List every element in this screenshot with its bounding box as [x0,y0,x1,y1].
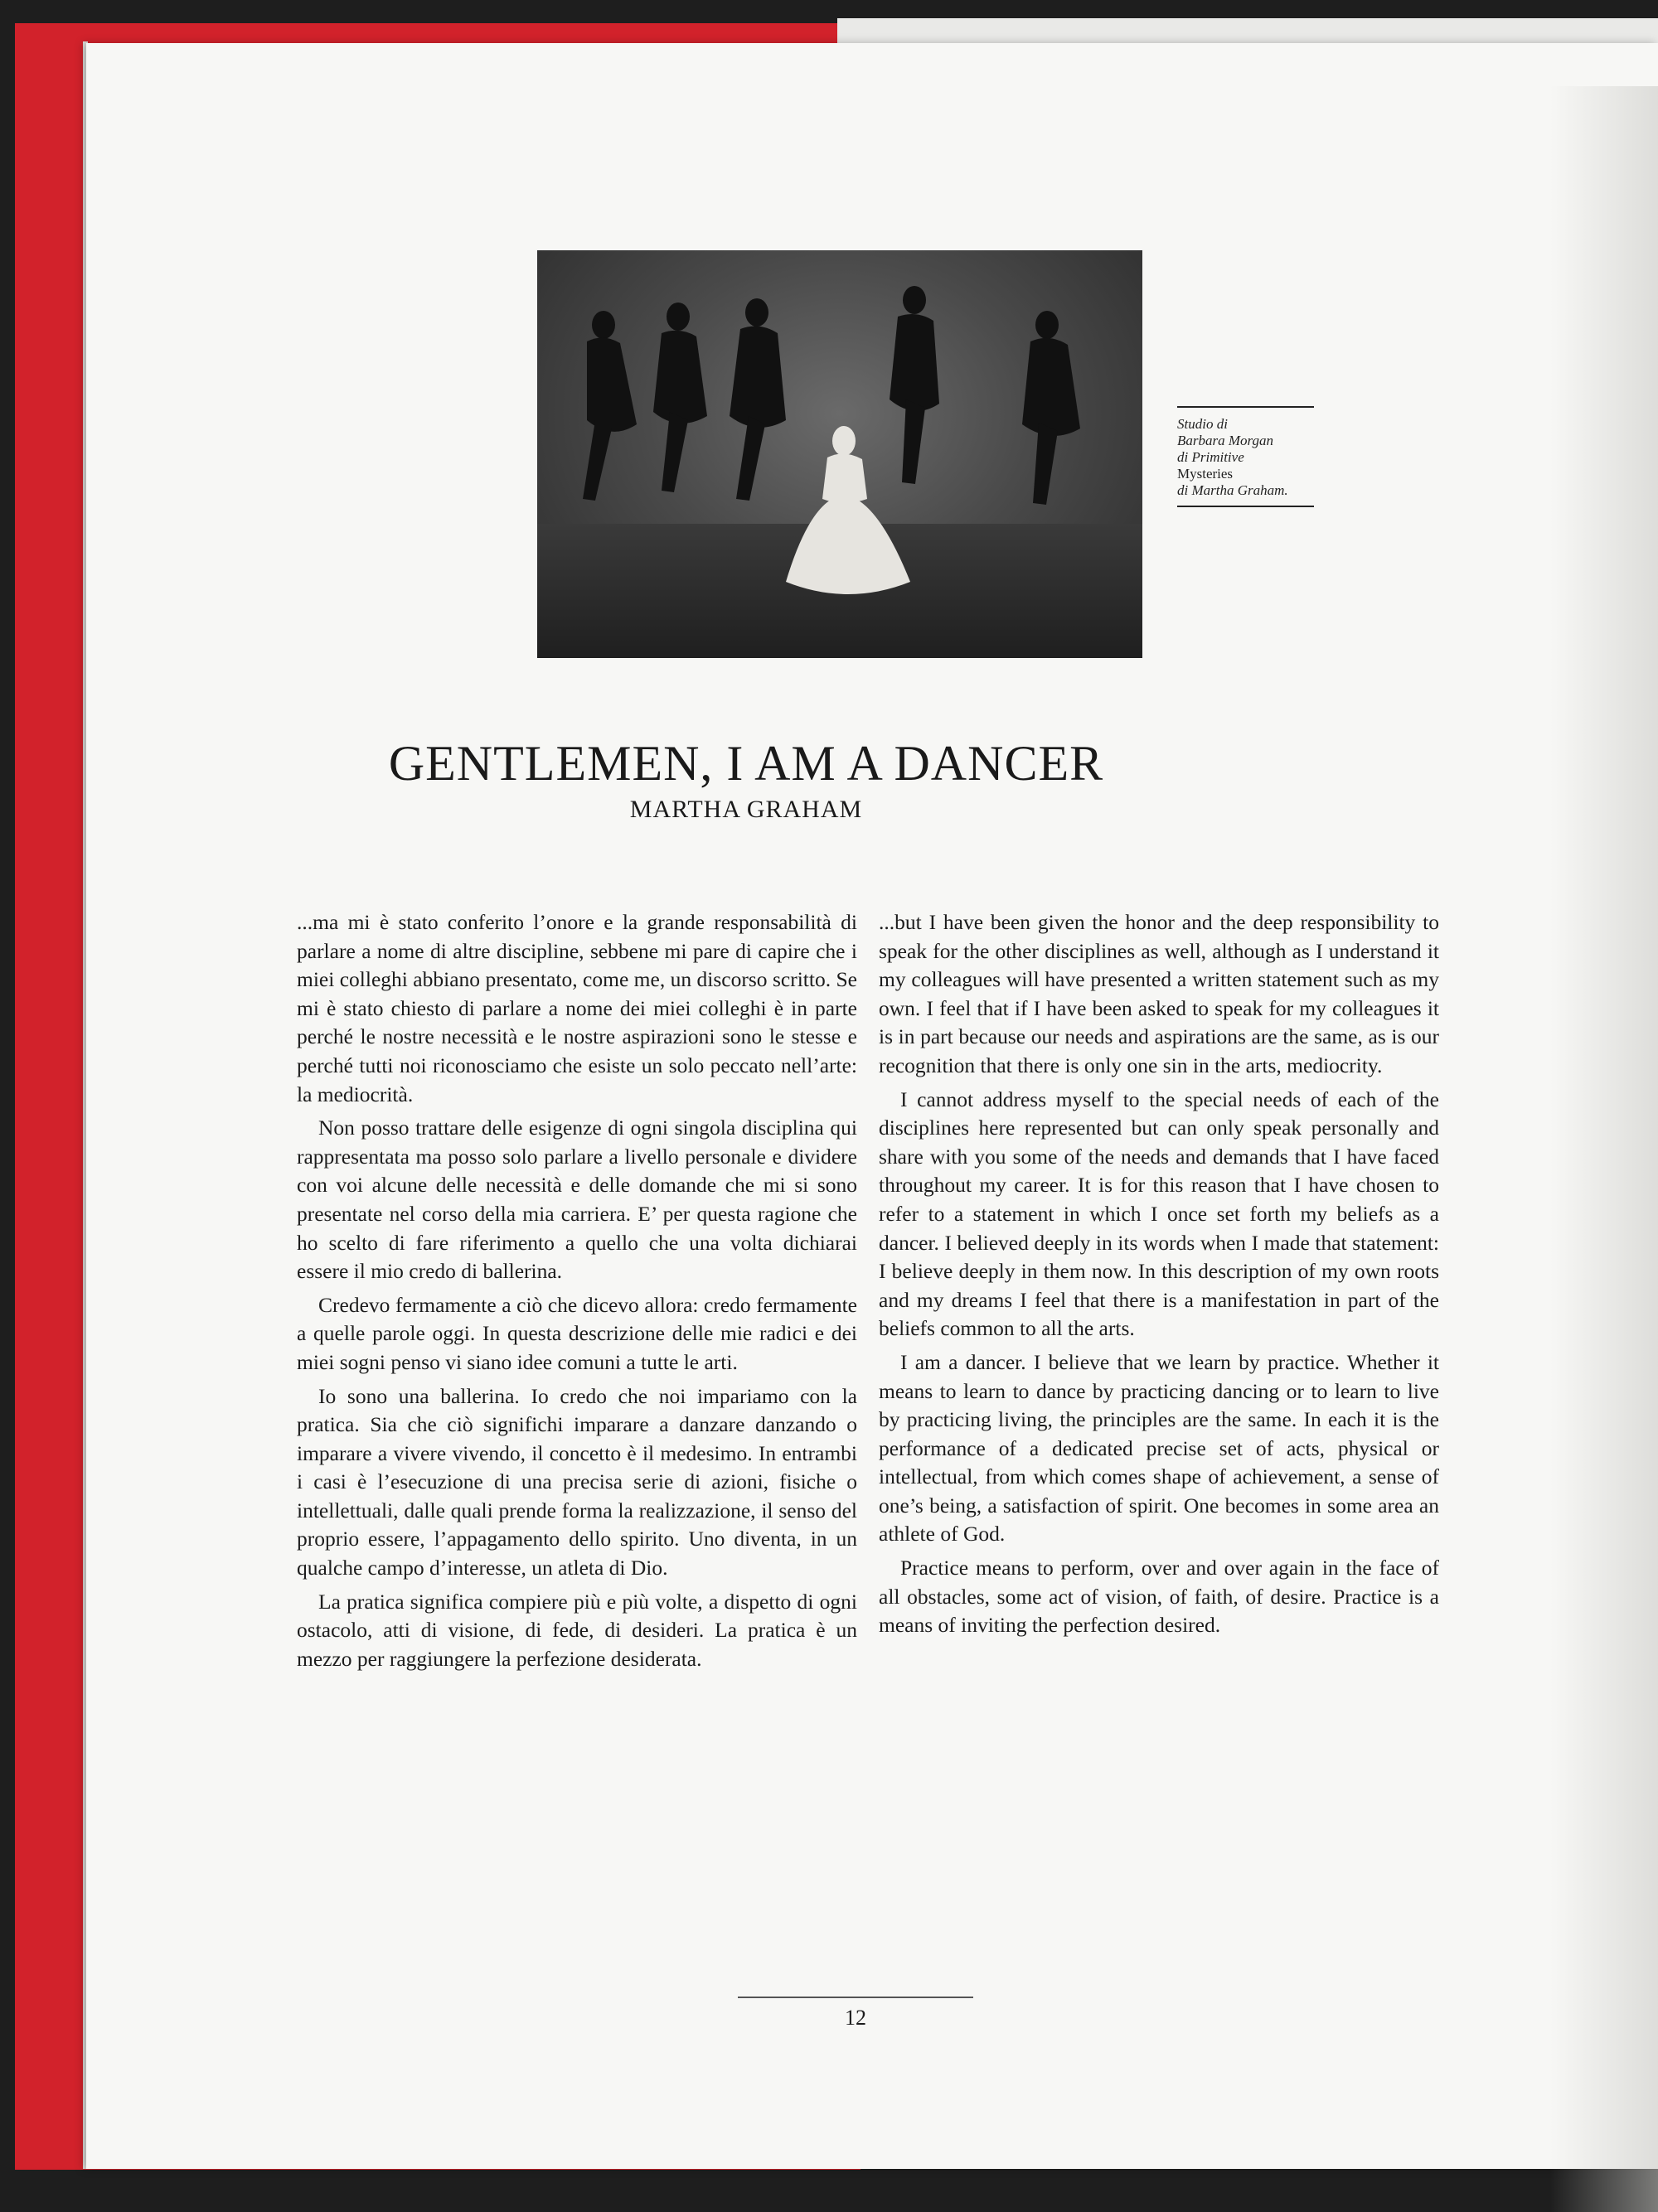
dancers-illustration [537,250,1142,658]
caption-line: di Primitive [1177,449,1244,465]
paragraph: Practice means to perform, over and over again in the face of all obstacles, some act of vision, of faith, of desire. Practice is a means of inviting the perfection desired. [879,1556,1439,1638]
paragraph: La pratica significa compiere più e più volte, a dispetto di ogni ostacolo, atti di visione, di fede, di desideri. La pratica è un mezzo per raggiungere la perfezione desiderata. [297,1589,857,1671]
page-number-rule [738,1997,973,1998]
dance-photograph [537,250,1142,658]
paragraph: Io sono una ballerina. Io credo che noi impariamo con la pratica. Sia che ciò significhi imparare a danzare danzando o imparare a vivere vivendo, il concetto è il medesimo. In entrambi i casi è l’esecuzione di una precisa serie di azioni, fisiche o intellettuali, dalle quali prende forma la realizzazione, il senso del proprio essere, l’appagamento dello spirito. Uno diventa, in un qualche campo d’interesse, un atleta di Dio. [297,1383,857,1580]
paragraph: Credevo fermamente a ciò che dicevo allora: credo fermamente a quelle parole oggi. In questa descrizione delle mie radici e dei miei sogni penso vi siano idee comuni a tutte le arti. [297,1292,857,1374]
paragraph: ...but I have been given the honor and the deep responsibility to speak for the other disciplines as well, although as I understand it my colleagues will have presented a written statement such as my own. I feel that if I have been asked to speak for my colleagues it is in part because our needs and aspirations are the same, as is our recognition that there is only one sin in the arts, mediocrity. [879,910,1439,1077]
caption-line: Barbara Morgan [1177,433,1274,448]
caption-line: Studio di [1177,416,1228,432]
article-author: MARTHA GRAHAM [629,796,863,823]
english-column [879,908,1439,1645]
caption-line: di Martha Graham. [1177,482,1288,498]
paragraph: Non posso trattare delle esigenze di ogni singola disciplina qui rappresentata ma posso solo parlare a livello personale e dividere con voi alcune delle necessità e delle domande che mi si sono presentate nel corso della mia carriera. E’ per questa ragione che ho scelto di fare riferimento a quello che una volta dichiarai essere il mio credo di ballerina. [297,1116,857,1284]
article-title: GENTLEMEN, I AM A DANCER [388,736,1104,791]
page-number: 12 [845,2006,866,2030]
italian-column [297,908,857,1678]
paragraph: I am a dancer. I believe that we learn by practice. Whether it means to learn to dance by practicing dancing or to learn to live by practicing living, the principles are the same. In each it is the performance of a dedicated precise set of acts, physical or intellectual, from which comes shape of achievement, a sense of one’s being, a satisfaction of spirit. One becomes in some area an athlete of God. [879,1349,1439,1546]
page-gutter-shade [1550,86,1658,2212]
paragraph: ...ma mi è stato conferito l’onore e la grande responsabilità di parlare a nome di altre discipline, sebbene mi pare di capire che i miei colleghi abbiano presentato, come me, un discorso scritto. Se mi è stato chiesto di parlare a nome dei miei colleghi è in parte perché le nostre necessità e le nostre aspirazioni sono le stesse e perché tutti noi riconosciamo che esiste un solo peccato nell’arte: la mediocrità. [297,910,857,1106]
paragraph: I cannot address myself to the special needs of each of the disciplines here represented but can only speak personally and share with you some of the needs and demands that I have faced throughout my career. It is for this reason that I have chosen to refer to a statement in which I once set forth my beliefs as a dancer. I believed deeply in its words when I made that statement: I believe deeply in them now. In this description of my own roots and my dreams I feel that there is a manifestation in part of the beliefs common to all the arts. [879,1087,1439,1341]
caption-line: Mysteries [1177,466,1234,482]
photo-caption [1177,406,1314,507]
